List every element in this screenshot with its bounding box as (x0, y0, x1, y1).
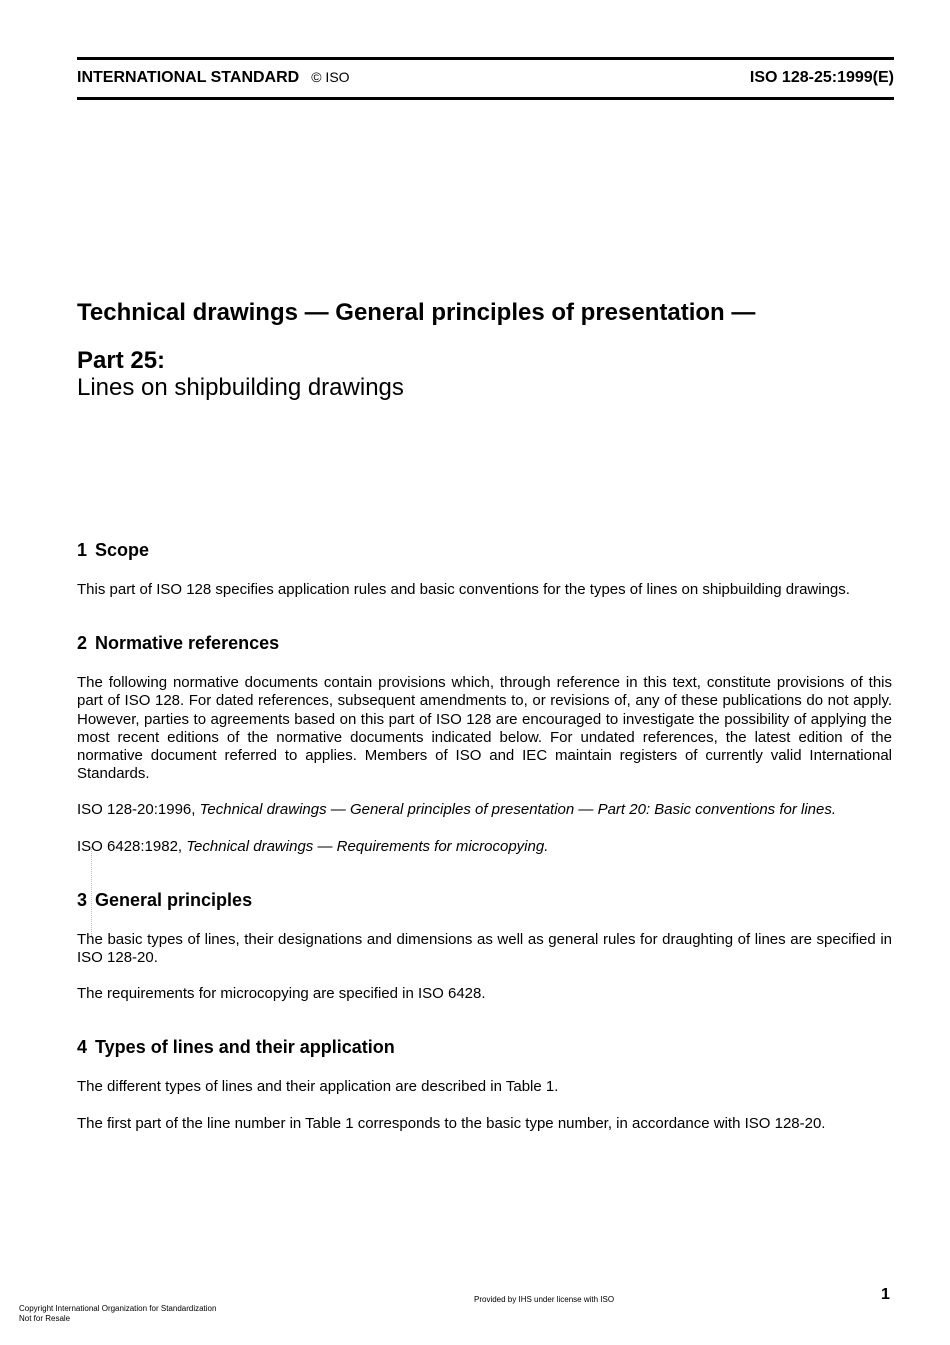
header-standard-label (77, 69, 350, 87)
paragraph: The first part of the line number in Table 1 corresponds to the basic type number, in accordance with ISO 128-20. (77, 1114, 826, 1132)
paragraph: The requirements for microcopying are specified in ISO 6428. (77, 985, 486, 1003)
section-general-principles (77, 888, 892, 1004)
paragraph: The different types of lines and their application are described in Table 1. (77, 1078, 559, 1096)
standard-label-text: INTERNATIONAL STANDARD (77, 69, 300, 86)
page-number: 1 (881, 1286, 890, 1303)
header-doc-id: ISO 128-25:1999(E) (749, 69, 894, 86)
scan-artifact-dotted-line (91, 846, 92, 936)
section-heading (77, 631, 892, 655)
section-number: 3 (77, 889, 88, 910)
section-heading (77, 888, 892, 912)
footer-resale-line: Not for Resale (19, 1314, 71, 1323)
section-number: 4 (77, 1037, 88, 1058)
document-subtitle: Lines on shipbuilding drawings (77, 374, 404, 401)
reference-title: Technical drawings — Requirements for microcopying. (186, 837, 549, 855)
header-copyright: © ISO (311, 69, 350, 85)
section-heading (77, 538, 892, 562)
header-top-rule (77, 57, 894, 60)
section-number: 2 (77, 633, 88, 654)
paragraph: This part of ISO 128 specifies application rules and basic conventions for the types of lines on shipbuilding drawings. (77, 581, 850, 598)
section-number: 1 (77, 540, 88, 560)
section-title: Normative references (95, 633, 280, 654)
reference-item (77, 801, 892, 819)
document-part-number: Part 25: (77, 347, 166, 374)
section-types-of-lines (77, 1035, 892, 1132)
section-heading (77, 1035, 892, 1059)
footer-copyright-line: Copyright International Organization for Standardization (19, 1304, 217, 1313)
header-bottom-rule (77, 97, 894, 100)
reference-item (77, 838, 892, 856)
document-body (77, 538, 892, 1165)
section-title: General principles (95, 889, 253, 910)
paragraph: The basic types of lines, their designations and dimensions as well as general rules for draughting of lines are specified in ISO 128-20. (77, 930, 892, 967)
document-title: Technical drawings — General principles of presentation — (77, 299, 756, 326)
footer-copyright (19, 1304, 216, 1324)
section-normative-references (77, 631, 892, 856)
paragraph: The following normative documents contain provisions which, through reference in this text, constitute provisions of this part of ISO 128. For dated references, subsequent amendments to, or revisions of, any of these publications do not apply. However, parties to agreements based on this part of ISO 128 are encouraged to investigate the possibility of applying the most recent editions of the normative documents indicated below. For undated references, the latest edition of the normative document referred to applies. Members of ISO and IEC maintain registers of currently valid International Standards. (77, 674, 892, 783)
section-title: Scope (95, 540, 150, 560)
reference-title: Technical drawings — General principles of presentation — Part 20: Basic conventions for lines. (199, 801, 837, 819)
reference-code: ISO 6428:1982, (77, 837, 183, 855)
footer-provided-by: Provided by IHS under license with ISO (474, 1295, 615, 1304)
reference-code: ISO 128-20:1996, (77, 801, 196, 819)
section-title: Types of lines and their application (95, 1037, 395, 1058)
section-scope (77, 538, 892, 599)
